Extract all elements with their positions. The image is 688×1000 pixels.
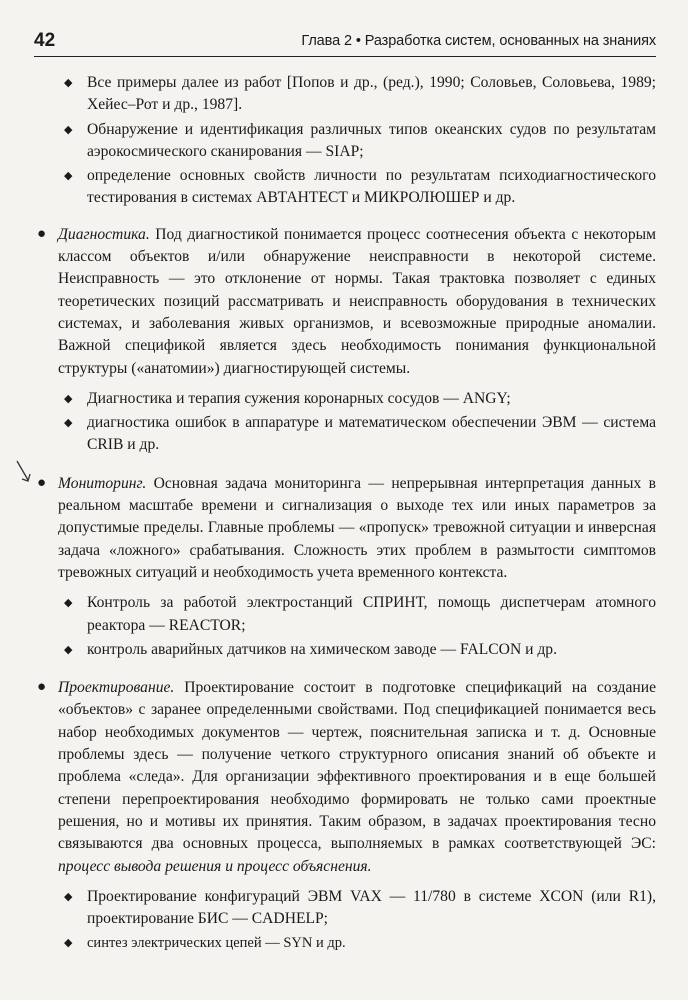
section-monitoring xyxy=(34,473,656,584)
bullet-diamond-icon: ◆ xyxy=(64,77,73,89)
list-item-text: контроль аварийных датчиков на химическом заводе — FALCON и др. xyxy=(87,640,557,658)
list-item-text: Контроль за работой электростанций СПРИНТ, помощь диспетчерам атомного реактора — REACTOR; xyxy=(87,594,656,634)
list-item-text: диагностика ошибок в аппаратуре и математическом обеспечении ЭВМ — система CRIB и др. xyxy=(87,414,656,454)
intro-bullet-list xyxy=(34,72,656,210)
list-item xyxy=(34,165,656,210)
list-item xyxy=(34,72,656,117)
list-item-text: синтез электрических цепей — SYN и др. xyxy=(87,935,346,952)
list-item xyxy=(34,592,656,637)
section-term: Проектирование. xyxy=(58,679,175,697)
list-item xyxy=(34,388,656,410)
bullet-diamond-icon: ◆ xyxy=(64,890,73,903)
list-item xyxy=(34,412,656,457)
section-diagnostics xyxy=(34,224,656,380)
list-item xyxy=(34,639,656,661)
bullet-diamond-icon: ◆ xyxy=(64,123,73,136)
bullet-diamond-icon: ◆ xyxy=(64,170,73,183)
list-item-text: определение основных свойств личности по результатам психодиагностического тестирования в системах АВТАНТЕСТ и МИКРОЛЮШЕР и др. xyxy=(87,167,656,207)
bullet-circle-icon: ● xyxy=(37,225,47,242)
bullet-diamond-icon: ◆ xyxy=(64,392,73,405)
list-item xyxy=(34,886,656,931)
diagnostics-examples xyxy=(34,388,656,457)
list-item-text: Все примеры далее из работ [Попов и др., (ред.), 1990; Соловьев, Соловьева, 1989; Хейес–Рот и др., 1987]. xyxy=(87,74,656,114)
list-item-text: Диагностика и терапия сужения коронарных сосудов — ANGY; xyxy=(87,389,511,407)
section-design xyxy=(34,677,656,878)
section-text-italic: процесс вывода решения и процесс объяснения. xyxy=(58,857,372,875)
list-item xyxy=(34,932,656,954)
monitoring-examples xyxy=(34,592,656,661)
bullet-circle-icon: ● xyxy=(37,679,47,696)
chapter-title: Глава 2 • Разработка систем, основанных на знаниях xyxy=(301,33,656,49)
section-text: Под диагностикой понимается процесс соотнесения объекта с некоторым классом объектов и/или обнаружение неисправности в некоторой системе. Неисправность — это отклонение от нормы. Такая трактовка позволяет с единых теоретических позиций рассматривать и неисправность оборудования в технических системах, и заболевания живых организмов, и всевозможные природные аномалии. Важной спецификой является здесь необходимость понимания функциональной структуры («анатомии») диагностирующей системы. xyxy=(58,225,656,377)
bullet-circle-icon: ● xyxy=(37,474,47,491)
page-header xyxy=(34,26,656,57)
section-term: Мониторинг. xyxy=(58,474,147,492)
section-text: Основная задача мониторинга — непрерывная интерпретация данных в реальном масштабе времени и сигнализация о выходе тех или иных параметров за допустимые пределы. Главные проблемы — «пропуск» тревожной ситуации и инверсная задача «ложного» срабатывания. Сложность этих проблем в размытости симптомов тревожных ситуаций и необходимость учета временного контекста. xyxy=(58,474,656,581)
list-item-text: Проектирование конфигураций ЭВМ VAX — 11/780 в системе XCON (или R1), проектирование БИС — CADHELP; xyxy=(87,887,656,928)
section-text: Проектирование состоит в подготовке спецификаций на создание «объектов» с заранее определенными свойствами. Под спецификацией понимается весь набор необходимых документов — чертеж, пояснительная записка и т. д. Основные проблемы здесь — получение четкого структурного описания знаний об объекте и проблема «следа». Для организации эффективного проектирования и в еще большей степени перепроектирования необходимо формировать не только сами проектные решения, но и мотивы их принятия. Таким образом, в задачах проектирования тесно связываются два основных процесса, выполняемых в рамках соответствующей ЭС: xyxy=(58,679,656,853)
design-examples xyxy=(34,886,656,955)
bullet-diamond-icon: ◆ xyxy=(64,597,73,610)
bullet-diamond-icon: ◆ xyxy=(64,417,73,430)
bullet-diamond-icon: ◆ xyxy=(64,643,73,656)
list-item-text: Обнаружение и идентификация различных типов океанских судов по результатам аэрокосмического сканирования — SIAP; xyxy=(87,120,656,160)
page-body xyxy=(34,70,656,955)
list-item xyxy=(34,119,656,164)
bullet-diamond-icon: ◆ xyxy=(64,937,73,950)
section-term: Диагностика. xyxy=(58,225,150,243)
page-number: 42 xyxy=(34,30,56,51)
